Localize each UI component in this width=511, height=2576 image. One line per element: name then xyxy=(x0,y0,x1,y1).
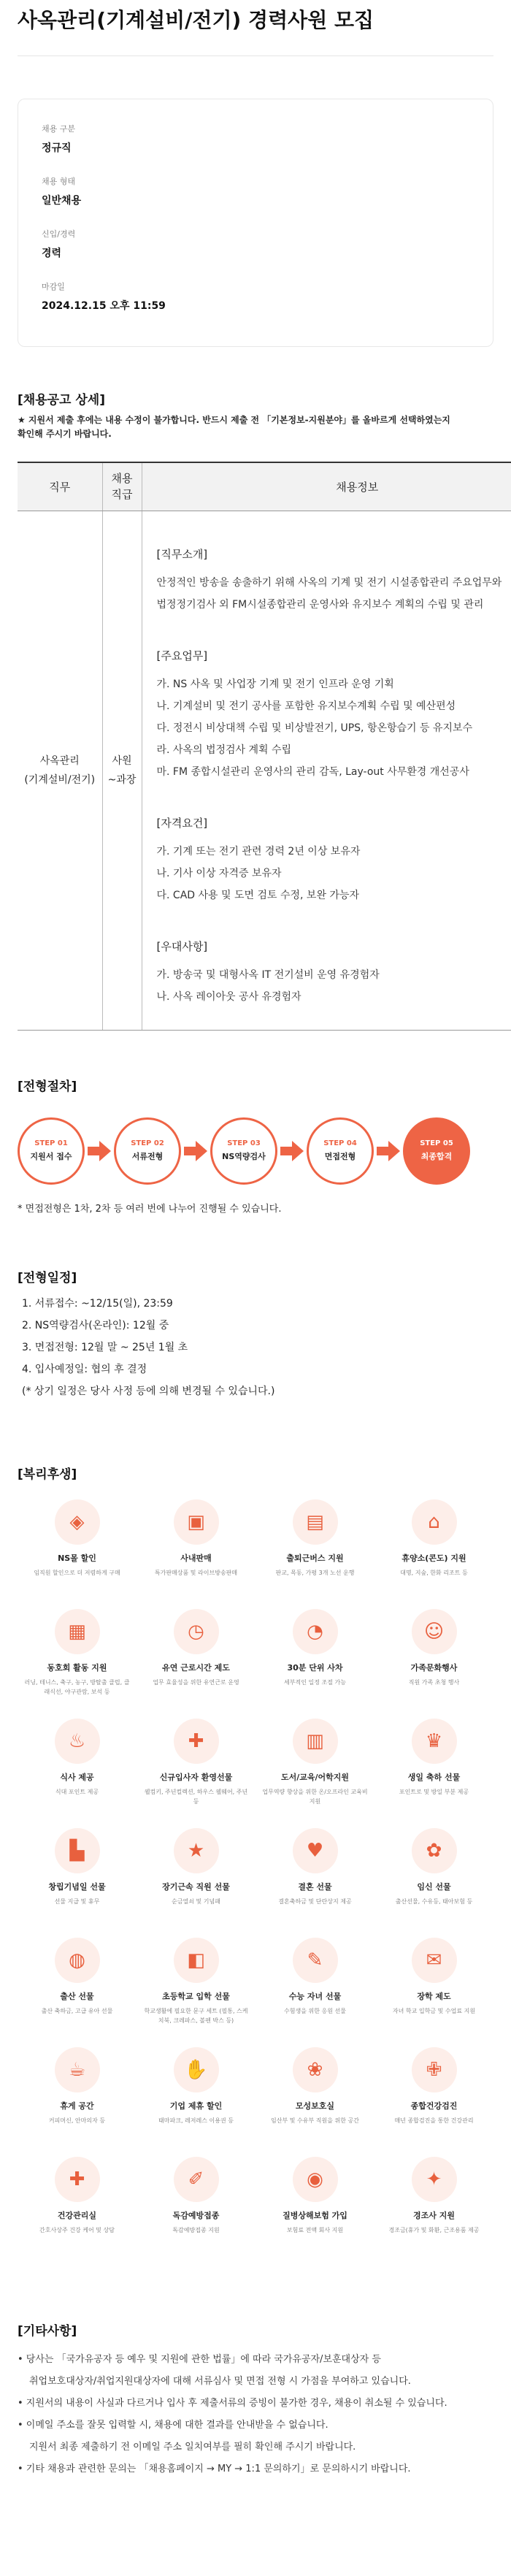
benefit-glyph: ▥ xyxy=(306,1730,324,1752)
benefit-title: 출산 선물 xyxy=(60,1991,94,2001)
benefit-description: 결혼축하금 및 단란상지 제공 xyxy=(278,1897,352,1905)
benefit-glyph: ◔ xyxy=(307,1620,323,1643)
benefit-item xyxy=(137,1609,256,1719)
benefit-description: 포인트로 및 방일 부분 제공 xyxy=(399,1788,469,1795)
notice-line: 확인해 주시기 바랍니다. xyxy=(18,429,112,439)
benefit-title: 경조사 지원 xyxy=(413,2210,455,2220)
benefit-title: 건강관리실 xyxy=(57,2210,97,2220)
benefit-title: 출퇴근버스 지원 xyxy=(286,1553,344,1563)
info-line: 가. NS 사옥 및 사업장 기계 및 전기 인프라 운영 기획 xyxy=(156,678,394,690)
info-line: 안정적인 방송을 송출하기 위해 사옥의 기계 및 전기 시설종합관리 주요업무와 xyxy=(156,576,502,589)
info-line: 다. 정전시 비상대책 수립 및 비상발전기, UPS, 항온항습기 등 유지보수 xyxy=(156,722,473,734)
benefit-description: 판교, 목동, 가평 3개 노선 운행 xyxy=(275,1569,355,1576)
benefit-title: 30분 단위 사차 xyxy=(287,1662,343,1673)
step-label: 지원서 접수 xyxy=(30,1152,72,1161)
benefit-title: 독감예방접종 xyxy=(172,2210,220,2220)
benefit-item xyxy=(256,2047,374,2157)
summary-label: 채용 형태 xyxy=(42,177,76,186)
benefit-item xyxy=(256,1719,374,1828)
benefit-glyph: ✎ xyxy=(307,1949,323,1971)
benefit-item xyxy=(137,1828,256,1938)
job-subname: (기계설비/전기) xyxy=(24,773,96,786)
info-line: 법정정기검사 외 FM시설종합관리 운영사와 유지보수 계획의 수립 및 관리 xyxy=(156,598,484,611)
step-interview xyxy=(307,1117,374,1185)
benefit-item xyxy=(137,2157,256,2266)
resort-icon xyxy=(412,1499,457,1545)
info-section-title: [주요업무] xyxy=(156,649,208,662)
benefits-grid xyxy=(18,1499,493,2266)
benefit-glyph: ♨ xyxy=(68,1730,86,1752)
benefit-title: 모성보호실 xyxy=(295,2101,335,2111)
summary-value: 정규직 xyxy=(42,142,72,154)
handshake-icon xyxy=(174,2047,219,2092)
info-line: 가. 기계 또는 전기 관련 경력 2년 이상 보유자 xyxy=(156,845,361,857)
book-icon xyxy=(293,1719,338,1764)
benefit-title: 임신 선물 xyxy=(417,1881,451,1892)
summary-value: 2024.12.15 오후 11:59 xyxy=(42,300,166,312)
arrow-right-icon xyxy=(280,1141,304,1161)
step-number: STEP 01 xyxy=(34,1139,68,1147)
info-line: 라. 사옥의 법정검사 계획 수립 xyxy=(156,744,292,756)
benefit-item xyxy=(137,2047,256,2157)
benefit-title: 종합건강검진 xyxy=(410,2101,458,2111)
process-note: * 면접전형은 1차, 2차 등 여러 번에 나누어 진행될 수 있습니다. xyxy=(18,1203,282,1215)
benefit-glyph: ✙ xyxy=(426,2058,442,2081)
submission-notice xyxy=(18,413,493,441)
benefit-item xyxy=(18,2047,137,2157)
benefit-glyph: ⌂ xyxy=(428,1510,440,1533)
benefit-glyph: ♛ xyxy=(425,1730,443,1752)
benefit-glyph: ▙ xyxy=(69,1839,85,1862)
benefit-glyph: ✚ xyxy=(69,2168,85,2190)
benefit-glyph: ✋ xyxy=(184,2058,208,2081)
benefit-item xyxy=(256,2157,374,2266)
rank-to: ~과장 xyxy=(107,773,137,786)
benefit-item xyxy=(256,1938,374,2047)
step-application xyxy=(18,1117,85,1185)
benefit-title: 식사 제공 xyxy=(60,1772,94,1782)
benefit-item xyxy=(18,2157,137,2266)
benefit-description: 매년 종합검진을 통한 건강관리 xyxy=(394,2117,474,2124)
nursing-icon xyxy=(293,2047,338,2092)
info-cell xyxy=(142,511,511,1030)
benefit-item xyxy=(18,1828,137,1938)
info-line: 나. 기사 이상 자격증 보유자 xyxy=(156,867,282,879)
step-number: STEP 05 xyxy=(420,1139,453,1147)
benefit-glyph: ❀ xyxy=(307,2058,323,2081)
benefit-title: 도서/교육/어학지원 xyxy=(280,1772,350,1782)
info-line: 나. 사옥 레이아웃 공사 유경험자 xyxy=(156,990,301,1003)
benefit-item xyxy=(374,1719,493,1828)
summary-item-career-level xyxy=(42,228,469,260)
benefit-title: 휴양소(콘도) 지원 xyxy=(402,1553,466,1563)
info-line: 다. CAD 사용 및 도면 검토 수정, 보완 가능자 xyxy=(156,889,359,901)
health-icon xyxy=(412,2047,457,2092)
section-main-duties xyxy=(157,648,511,783)
benefit-description: 독감예방접종 지원 xyxy=(172,2226,220,2233)
step-document-review xyxy=(114,1117,181,1185)
funeral-icon xyxy=(412,2157,457,2202)
section-job-intro xyxy=(157,546,511,616)
etc-item: 취업보호대상자/취업지원대상자에 대해 서류심사 및 면접 전형 시 가점을 부여하고 있습니다. xyxy=(29,2375,411,2387)
schedule-item: 2. NS역량검사(온라인): 12월 중 xyxy=(22,1319,169,1331)
arrow-right-icon xyxy=(377,1141,400,1161)
step-number: STEP 04 xyxy=(323,1139,357,1147)
process-heading: [전형절차] xyxy=(18,1079,77,1094)
timer-icon xyxy=(293,1609,338,1654)
benefit-title: 초등학교 입학 선물 xyxy=(162,1991,230,2001)
building-icon xyxy=(55,1828,100,1873)
summary-value: 경력 xyxy=(42,248,62,259)
column-header-job: 직무 xyxy=(18,462,102,511)
benefit-glyph: ◍ xyxy=(69,1949,85,1971)
step-label: NS역량검사 xyxy=(222,1152,266,1161)
summary-label: 신입/경력 xyxy=(42,229,76,239)
benefit-title: 동호회 활동 지원 xyxy=(47,1662,107,1673)
summary-card xyxy=(18,99,493,347)
schedule-note: (* 상기 일정은 당사 사정 등에 의해 변경될 수 있습니다.) xyxy=(22,1385,275,1397)
rank-from: 사원 xyxy=(112,754,132,767)
info-section-title: [자격요건] xyxy=(156,816,208,830)
benefit-description: 임직원 할인으로 더 저렴하게 구매 xyxy=(34,1569,120,1576)
benefit-item xyxy=(374,1499,493,1609)
benefit-item xyxy=(18,1609,137,1719)
benefit-item xyxy=(256,1828,374,1938)
section-preferences xyxy=(157,939,511,1008)
etc-item: • 지원서의 내용이 사실과 다르거나 입사 후 제출서류의 증빙이 불가한 경우, 채용이 취소될 수 있습니다. xyxy=(18,2397,447,2409)
summary-value: 일반채용 xyxy=(42,195,82,207)
step-number: STEP 02 xyxy=(131,1139,164,1147)
benefit-glyph: ★ xyxy=(187,1839,205,1862)
benefit-description: 임산부 및 수유부 직원을 위한 공간 xyxy=(271,2117,359,2124)
etc-item: 지원서 최종 제출하기 전 이메일 주소 일치여부를 필히 확인해 주시기 바랍니다. xyxy=(29,2441,356,2453)
table-row xyxy=(18,511,511,1030)
schedule-item: 3. 면접전형: 12월 말 ~ 25년 1월 초 xyxy=(22,1341,188,1353)
etc-item: • 당사는 「국가유공자 등 예우 및 지원에 관한 법률」에 따라 국가유공자/보훈대상자 등 xyxy=(18,2353,381,2365)
detail-heading: [채용공고 상세] xyxy=(18,393,105,408)
job-info-table xyxy=(18,462,511,1031)
step-label: 최종합격 xyxy=(420,1152,453,1161)
insurance-icon xyxy=(293,2157,338,2202)
benefit-title: 장기근속 직원 선물 xyxy=(162,1881,230,1892)
info-line: 가. 방송국 및 대형사옥 IT 전기설비 운영 유경험자 xyxy=(156,968,380,981)
benefit-description: 식대 포인트 제공 xyxy=(55,1788,99,1795)
schedule-item: 1. 서류접수: ~12/15(일), 23:59 xyxy=(22,1297,173,1310)
column-header-rank xyxy=(102,462,142,511)
benefit-item xyxy=(374,1609,493,1719)
benefit-description: 순금열쇠 및 기념패 xyxy=(172,1897,220,1905)
benefit-item xyxy=(137,1719,256,1828)
etc-heading: [기타사항] xyxy=(18,2323,77,2339)
benefit-description: 경조금(휴가 및 화환, 근조용품 제공 xyxy=(388,2226,480,2233)
job-cell xyxy=(18,511,102,1030)
benefit-description: 러닝, 테니스, 축구, 농구, 방탈출 클럽, 클래식선, 야구관람, 보석 등 xyxy=(24,1678,130,1695)
stroller-icon xyxy=(55,1938,100,1983)
benefit-glyph: ☕ xyxy=(68,2058,86,2081)
benefit-title: 가족문화행사 xyxy=(410,1662,458,1673)
benefit-item xyxy=(18,1499,137,1609)
gift-icon xyxy=(174,1719,219,1764)
benefit-title: 생일 축하 선물 xyxy=(407,1772,461,1782)
info-section-title: [직무소개] xyxy=(156,547,208,561)
benefit-description: 태마파크, 레저레스 이용권 등 xyxy=(158,2117,234,2124)
summary-label: 마감일 xyxy=(42,282,65,291)
info-line: 마. FM 종합시설관리 운영사의 관리 감독, Lay-out 사무환경 개선공사 xyxy=(156,765,469,778)
step-number: STEP 03 xyxy=(227,1139,261,1147)
job-name: 사옥관리 xyxy=(39,754,80,767)
benefit-glyph: ☺ xyxy=(423,1620,445,1643)
benefit-description: 웰컴키, 주년컬렉션, 하우스 웰웨어, 주년 등 xyxy=(144,1788,248,1805)
benefit-title: 휴게 공간 xyxy=(60,2101,94,2111)
benefit-item xyxy=(137,1499,256,1609)
summary-label: 채용 구분 xyxy=(42,124,76,134)
benefit-title: NS몰 할인 xyxy=(58,1553,96,1563)
benefit-glyph: ✚ xyxy=(188,1730,204,1752)
coffee-icon xyxy=(55,2047,100,2092)
tag-icon xyxy=(55,1499,100,1545)
benefit-glyph: ▦ xyxy=(68,1620,86,1643)
benefit-description: 대명, 지숲, 한화 리조트 등 xyxy=(400,1569,468,1576)
benefit-item xyxy=(256,1499,374,1609)
scholarship-icon xyxy=(412,1938,457,1983)
arrow-right-icon xyxy=(184,1141,207,1161)
benefit-title: 기업 제휴 할인 xyxy=(169,2101,223,2111)
baby-icon xyxy=(412,1828,457,1873)
meal-icon xyxy=(55,1719,100,1764)
benefit-description: 자녀 학교 입학금 및 수업료 지원 xyxy=(392,2007,476,2014)
benefit-description: 보험료 전액 회사 지원 xyxy=(286,2226,344,2233)
cart-icon xyxy=(174,1499,219,1545)
benefit-title: 유연 근로시간 제도 xyxy=(162,1662,230,1673)
benefits-heading: [복리후생] xyxy=(18,1467,77,1482)
step-label: 서류전형 xyxy=(131,1152,164,1161)
benefit-glyph: ✿ xyxy=(426,1839,442,1862)
medal-icon xyxy=(174,1828,219,1873)
benefit-description: 직원 가족 초청 행사 xyxy=(408,1678,460,1686)
benefit-title: 질병상해보험 가입 xyxy=(283,2210,347,2220)
benefit-item xyxy=(374,2157,493,2266)
benefit-description: 업무 효율성을 위한 유연근로 운영 xyxy=(153,1678,239,1686)
benefit-item xyxy=(18,1938,137,2047)
benefit-glyph: ✦ xyxy=(426,2168,442,2190)
benefit-glyph: ✐ xyxy=(188,2168,204,2190)
benefit-title: 장학 제도 xyxy=(417,1991,451,2001)
benefit-description: 수험생을 위한 응원 선물 xyxy=(284,2007,346,2014)
rank-header-label: 채용 직급 xyxy=(111,472,133,502)
table-header-row xyxy=(18,462,511,511)
benefit-description: 커피머신, 안마의자 등 xyxy=(48,2117,106,2124)
school-icon xyxy=(174,1938,219,1983)
clinic-icon xyxy=(55,2157,100,2202)
step-aptitude-test xyxy=(210,1117,277,1185)
summary-item-employment-type xyxy=(42,123,469,155)
benefit-item xyxy=(18,1719,137,1828)
benefit-description: 간호사상주 건강 케어 및 상담 xyxy=(39,2226,115,2233)
benefit-glyph: ◈ xyxy=(69,1510,85,1533)
benefit-glyph: ◷ xyxy=(188,1620,204,1643)
summary-item-deadline xyxy=(42,280,469,313)
benefit-item xyxy=(374,2047,493,2157)
benefit-glyph: ◧ xyxy=(187,1949,205,1971)
benefit-title: 사내판매 xyxy=(180,1553,212,1563)
benefit-description: 특가판매상품 및 라이브방송판매 xyxy=(154,1569,238,1576)
benefit-description: 출산선물, 수유등, 태아보험 등 xyxy=(395,1897,473,1905)
benefit-item xyxy=(374,1828,493,1938)
benefit-glyph: ◉ xyxy=(307,2168,323,2190)
benefit-description: 세부적인 일정 조절 가능 xyxy=(284,1678,346,1686)
info-line: 나. 기계설비 및 전기 공사를 포함한 유지보수계획 수립 및 예산편성 xyxy=(156,700,456,712)
benefit-title: 창립기념일 선물 xyxy=(48,1881,106,1892)
calendar-icon xyxy=(55,1609,100,1654)
benefit-description: 업무역량 향상을 위한 온/오프라인 교육비 지원 xyxy=(262,1788,368,1805)
benefit-title: 수능 자녀 선물 xyxy=(288,1991,342,2001)
step-label: 면접전형 xyxy=(324,1152,356,1161)
schedule-list xyxy=(18,1293,493,1402)
step-final-pass xyxy=(403,1117,470,1185)
section-qualifications xyxy=(157,815,511,906)
schedule-heading: [전형일정] xyxy=(18,1270,77,1285)
cake-icon xyxy=(412,1719,457,1764)
wedding-icon xyxy=(293,1828,338,1873)
process-steps xyxy=(18,1110,493,1192)
etc-list xyxy=(18,2349,493,2480)
rank-cell xyxy=(102,511,142,1030)
benefit-description: 학교생활에 필요한 문구 세트 (필통, 스케치북, 크레파스, 볼펜 박스 등) xyxy=(144,2007,248,2024)
info-section-title: [우대사항] xyxy=(156,939,208,953)
summary-item-hiring-form xyxy=(42,175,469,207)
bus-icon xyxy=(293,1499,338,1545)
schedule-item: 4. 입사예정일: 협의 후 결정 xyxy=(22,1363,147,1375)
benefit-glyph: ✉ xyxy=(426,1949,442,1971)
vaccine-icon xyxy=(174,2157,219,2202)
arrow-right-icon xyxy=(88,1141,111,1161)
benefit-item xyxy=(374,1938,493,2047)
benefit-title: 신규입사자 환영선물 xyxy=(159,1772,233,1782)
benefit-item xyxy=(256,1609,374,1719)
benefit-title: 결혼 선물 xyxy=(298,1881,332,1892)
benefit-glyph: ▣ xyxy=(187,1510,205,1533)
benefit-glyph: ♥ xyxy=(306,1839,324,1862)
pencil-icon xyxy=(293,1938,338,1983)
column-header-info: 채용정보 xyxy=(142,462,511,511)
benefit-glyph: ▤ xyxy=(306,1510,324,1533)
benefit-description: 선물 지급 및 휴무 xyxy=(54,1897,100,1905)
family-icon xyxy=(412,1609,457,1654)
benefit-item xyxy=(137,1938,256,2047)
notice-line: ★ 지원서 제출 후에는 내용 수정이 불가합니다. 반드시 제출 전 「기본정보-지원분야」를 올바르게 선택하였는지 xyxy=(18,415,450,425)
page-title: 사옥관리(기계설비/전기) 경력사원 모집 xyxy=(18,8,374,32)
clock-icon xyxy=(174,1609,219,1654)
etc-item: • 이메일 주소를 잘못 입력할 시, 채용에 대한 결과를 안내받을 수 없습니다. xyxy=(18,2419,328,2431)
benefit-description: 출산 축하금, 고급 유아 선물 xyxy=(41,2007,113,2014)
etc-item: • 기타 채용과 관련한 문의는 「채용홈페이지 → MY → 1:1 문의하기」로 문의하시기 바랍니다. xyxy=(18,2463,411,2474)
